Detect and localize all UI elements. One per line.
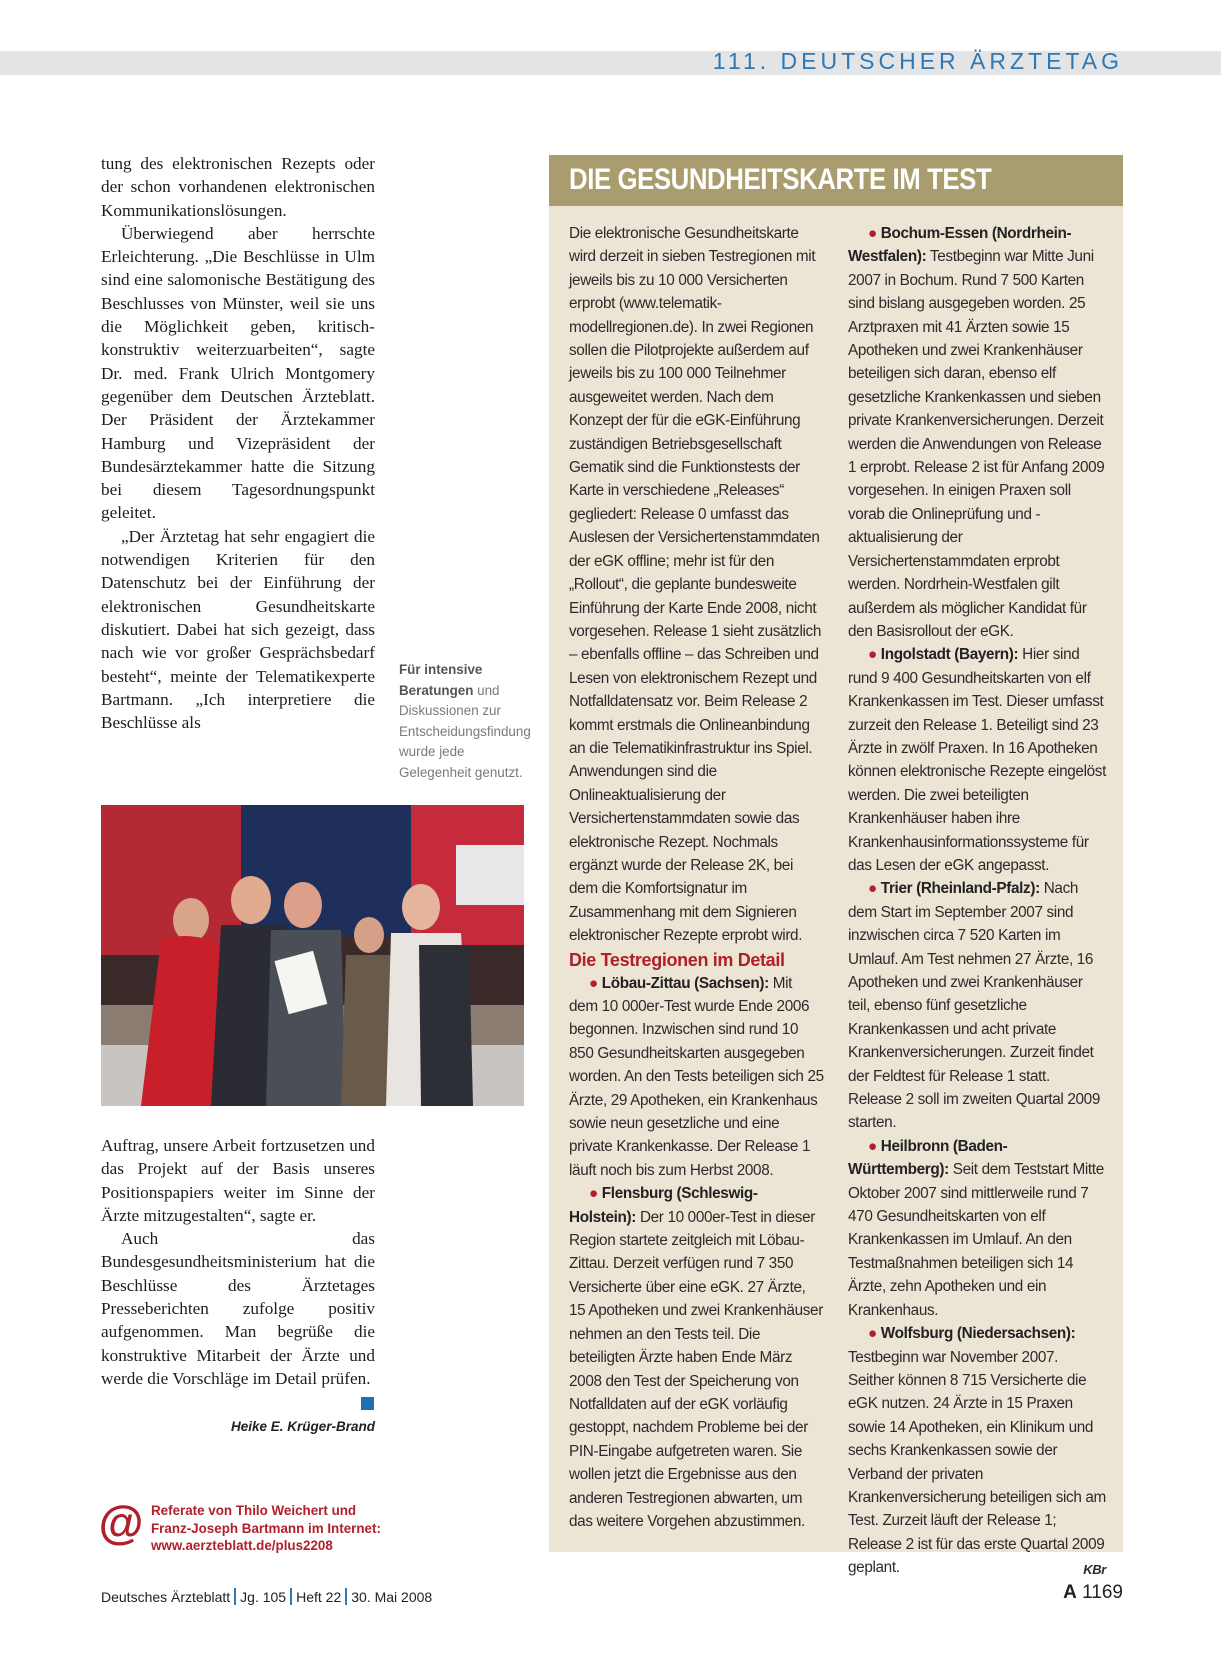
- article-column-bottom: [101, 1134, 375, 1390]
- region-text: Der 10 000er-Test in dieser Region startete zeitgleich mit Löbau-Zittau. Derzeit verfügen rund 7 350 Versicherte über eine eGK. 27 Ärzte, 15 Apotheken und zwei Krankenhäuser nehmen an den Tests teil. Die beteiligten Ärzte haben Ende März 2008 den Test der Speicherung von Notfalldaten auf der eGK vorläufig gestoppt, nachdem Probleme bei der PIN-Eingabe aufgetreten waren. Sie wollen jetzt die Ergebnisse aus den anderen Testregionen abwarten, um das weitere Vorgehen abzustimmen.: [569, 1208, 823, 1530]
- bullet-icon: ●: [868, 1137, 877, 1155]
- web-reference-link[interactable]: www.aerzteblatt.de/plus2208: [151, 1538, 333, 1553]
- footer-separator: [290, 1588, 292, 1605]
- region-name: Trier (Rheinland-Pfalz):: [880, 880, 1040, 898]
- author-name: Heike E. Krüger-Brand: [230, 1419, 375, 1434]
- region-name: Ingolstadt (Bayern):: [880, 646, 1019, 664]
- info-box-column-2: [848, 222, 1106, 1582]
- journal-volume: Jg. 105: [240, 1589, 287, 1605]
- region-name: Löbau-Zittau (Sachsen):: [601, 974, 769, 992]
- region-name: Bochum-Essen (Nordrhein-Westfalen):: [848, 225, 1072, 266]
- journal-date: 30. Mai 2008: [351, 1589, 433, 1605]
- at-icon: [98, 1500, 144, 1546]
- footer-separator: [345, 1588, 347, 1605]
- journal-name: Deutsches Ärzteblatt: [101, 1589, 231, 1605]
- region-name: Heilbronn (Baden-Württemberg):: [848, 1137, 1008, 1179]
- caption-bold: Für intensive Beratungen: [399, 662, 483, 698]
- svg-text:@: @: [98, 1500, 144, 1546]
- web-reference[interactable]: [151, 1502, 391, 1555]
- caption-text: und Diskussionen zur Entscheidungsfindung wurde jede Gelegenheit genutzt.: [399, 682, 531, 780]
- region-item: [848, 222, 1106, 643]
- region-item: [848, 877, 1106, 1134]
- photo-caption: [399, 660, 531, 783]
- article-paragraph: tung des elektronischen Rezepts oder der schon vorhandenen elektronischen Kommunikationslösungen.: [101, 154, 375, 220]
- page-number: [1063, 1582, 1123, 1604]
- bullet-icon: ●: [868, 646, 877, 664]
- region-item: [569, 972, 824, 1183]
- info-box-title: DIE GESUNDHEITSKARTE IM TEST: [569, 163, 992, 196]
- region-item: [569, 1182, 824, 1533]
- info-box-intro: Die elektronische Gesundheitskarte wird derzeit in sieben Testregionen mit jeweils bis zu 10 000 Versicherten erprobt (www.telematik-modellregionen.de). In zwei Regionen sollen die Pilotprojekte außerdem auf jeweils bis zu 100 000 Teilnehmer ausgeweitet werden. Nach dem Konzept der für die eGK-Einführung zuständigen Betriebsgesellschaft Gematik sind die Funktionstests der Karte in verschiedene „Releases“ gegliedert: Release 0 umfasst das Auslesen der Versichertenstammdaten der eGK offline; mehr ist für den „Rollout“, die geplante bundesweite Einführung der Karte Ende 2008, nicht vorgesehen. Release 1 sieht zusätzlich – ebenfalls offline – das Schreiben und Lesen von elektronischem Rezept und Notfalldatensatz vor. Beim Release 2 kommt erstmals die Onlineanbindung an die Telematikinfrastruktur ins Spiel. Anwendungen sind die Onlineaktualisierung der Versichertenstammdaten sowie das elektronische Rezept. Nochmals ergänzt wurde der Release 2K, bei dem die Komfortsignatur im Zusammenhang mit dem Signieren elektronischer Rezepte erprobt wird.: [569, 225, 821, 945]
- region-name: Wolfsburg (Niedersachsen):: [880, 1325, 1076, 1343]
- info-box-subhead: Die Testregionen im Detail: [569, 949, 785, 970]
- article-paragraph: „Der Ärztetag hat sehr engagiert die notwendigen Kriterien für den Datenschutz bei der Einführung der elektronischen Gesundheitskarte diskutiert. Dabei hat sich gezeigt, dass nach wie vor großer Gesprächsbedarf besteht“, meinte der Telematikexperte Bartmann. „Ich interpretiere die Beschlüsse als: [101, 526, 375, 733]
- region-item: [848, 1135, 1106, 1322]
- page-number-value: 1169: [1082, 1582, 1123, 1603]
- region-name: Flensburg (Schleswig-Holstein):: [569, 1185, 758, 1226]
- bullet-icon: ●: [868, 1325, 877, 1343]
- article-end-mark: [361, 1397, 374, 1410]
- region-item: [848, 1322, 1106, 1579]
- article-paragraph: Überwiegend aber herrschte Erleichterung. „Die Beschlüsse in Ulm sind eine salomonische Bestätigung des Beschlusses von Münster, weil sie uns die Möglichkeit geben, kritisch-konstruktiv weiterzuarbeiten“, sagte Dr. med. Frank Ulrich Montgomery gegenüber dem Deutschen Ärzteblatt. Der Präsident der Ärztekammer Hamburg und Vizepräsident der Bundesärztekammer hatte die Sitzung bei diesem Tagesordnungspunkt geleitet.: [101, 223, 375, 523]
- region-text: Testbeginn war November 2007. Seither können 8 715 Versicherte die eGK nutzen. 24 Ärzte in 15 Praxen sowie 14 Apotheken, ein Klinikum und sechs Krankenkassen sowie der Verband der privaten Krankenversicherung beteiligen sich am Test. Zurzeit läuft der Release 1; Release 2 ist für das erste Quartal 2009 geplant.: [848, 1348, 1106, 1577]
- journal-issue: Heft 22: [296, 1589, 342, 1605]
- region-text: Hier sind rund 9 400 Gesundheitskarten von elf Krankenkassen im Test. Dieser umfasst zurzeit den Release 1. Beteiligt sind 23 Ärzte in zwölf Praxen. In 16 Apotheken können elektronische Rezepte eingelöst werden. Die zwei beteiligten Krankenhäuser haben ihre Krankenhausinformationssysteme für das Lesen der eGK angepasst.: [848, 646, 1106, 874]
- region-text: Seit dem Teststart Mitte Oktober 2007 sind mittlerweile rund 7 470 Gesundheitskarten von elf Krankenkassen im Umlauf. An den Testmaßnahmen beteiligen sich 14 Ärzte, zehn Apotheken und ein Krankenhaus.: [848, 1161, 1104, 1319]
- web-reference-line: Franz-Joseph Bartmann im Internet:: [151, 1520, 381, 1536]
- info-box-column-1: [569, 222, 824, 1533]
- info-box-header: [549, 155, 1123, 206]
- region-text: Testbeginn war Mitte Juni 2007 in Bochum. Rund 7 500 Karten sind bislang ausgegeben worden. 25 Arztpraxen mit 41 Ärzten sowie 15 Apotheken und zwei Krankenhäuser beteiligen sich daran, ebenso elf gesetzliche Krankenkassen und sieben private Krankenversicherungen. Derzeit werden die Anwendungen von Release 1 erprobt. Release 2 ist für Anfang 2009 vorgesehen. In einigen Praxen soll vorab die Onlineprüfung und -aktualisierung der Versichertenstammdaten erprobt werden. Nordrhein-Westfalen gilt außerdem als möglicher Kandidat für den Basisrollout der eGK.: [848, 248, 1105, 640]
- article-column-top: [101, 152, 375, 734]
- bullet-icon: ●: [589, 974, 598, 992]
- region-item: [848, 643, 1106, 877]
- footer-separator: [234, 1588, 236, 1605]
- region-text: Mit dem 10 000er-Test wurde Ende 2006 begonnen. Inzwischen sind rund 10 850 Gesundheitskarten ausgegeben worden. An den Tests beteiligen sich 25 Ärzte, 29 Apotheken, ein Krankenhaus sowie neun gesetzliche und eine private Krankenkasse. Der Release 1 läuft noch bis zum Herbst 2008.: [569, 974, 824, 1179]
- conference-photo: [101, 805, 524, 1106]
- region-text: Nach dem Start im September 2007 sind inzwischen circa 7 520 Karten im Umlauf. Am Test nehmen 27 Ärzte, 16 Apotheken und zwei Krankenhäuser teil, ebenso fünf gesetzliche Krankenkassen und acht private Krankenversicherungen. Zurzeit findet der Feldtest für Release 1 statt. Release 2 soll im zweiten Quartal 2009 starten.: [848, 880, 1100, 1132]
- article-paragraph: Auftrag, unsere Arbeit fortzusetzen und das Projekt auf der Basis unseres Positionspapiers weiter im Sinne der Ärzte mitzugestalten“, sagte er.: [101, 1136, 375, 1225]
- section-title: 111. DEUTSCHER ÄRZTETAG: [712, 48, 1123, 74]
- page-prefix: A: [1063, 1582, 1077, 1603]
- article-paragraph: Auch das Bundesgesundheitsministerium hat die Beschlüsse des Ärztetages Presseberichten zufolge positiv aufgenommen. Man begrüße die konstruktive Mitarbeit der Ärzte und werde die Vorschläge im Detail prüfen.: [101, 1229, 375, 1388]
- bullet-icon: ●: [589, 1185, 598, 1203]
- bullet-icon: ●: [868, 225, 877, 242]
- bullet-icon: ●: [868, 880, 877, 898]
- box-signature: KBr: [1083, 1562, 1106, 1578]
- web-reference-line: Referate von Thilo Weichert und: [151, 1503, 357, 1518]
- page-footer: [101, 1588, 432, 1605]
